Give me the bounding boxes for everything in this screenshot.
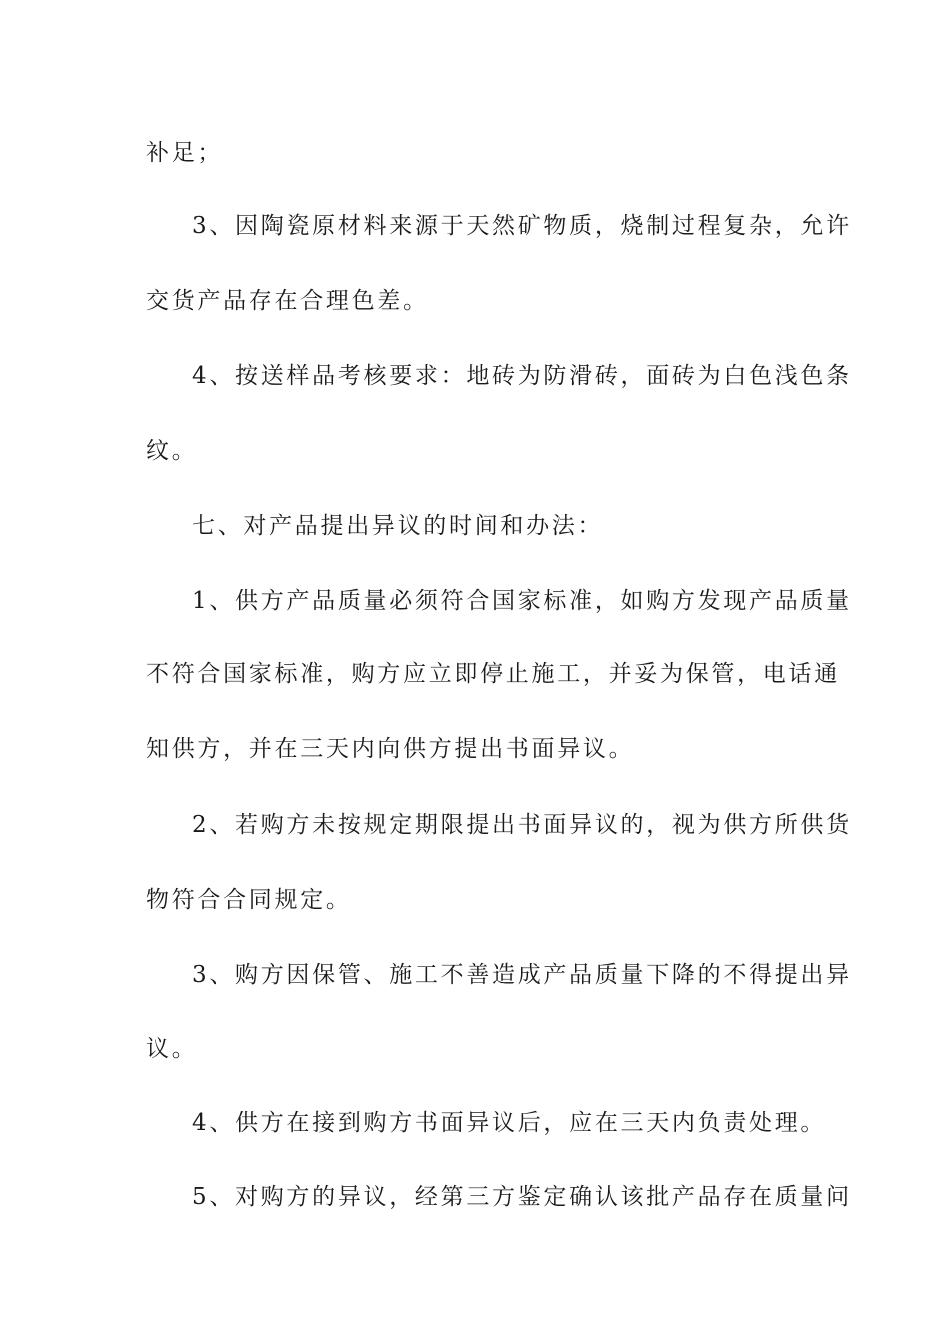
- text-line: 不符合国家标准，购方应立即停止施工，并妥为保管，电话通: [146, 661, 840, 687]
- text-line: 4、供方在接到购方书面异议后，应在三天内负责处理。: [192, 1110, 827, 1136]
- text-line: 物符合合同规定。: [146, 887, 352, 913]
- text-line: 纹。: [146, 438, 198, 464]
- text-line: 2、若购方未按规定期限提出书面异议的，视为供方所供货: [192, 812, 852, 838]
- text-line: 知供方，并在三天内向供方提出书面异议。: [146, 736, 635, 762]
- text-line: 1、供方产品质量必须符合国家标准，如购方发现产品质量: [192, 588, 852, 614]
- text-line: 3、购方因保管、施工不善造成产品质量下降的不得提出异: [192, 962, 852, 988]
- section-heading: 七、对产品提出异议的时间和办法：: [192, 513, 604, 539]
- text-line: 5、对购方的异议，经第三方鉴定确认该批产品存在质量问: [192, 1184, 852, 1210]
- text-line: 4、按送样品考核要求：地砖为防滑砖，面砖为白色浅色条: [192, 363, 852, 389]
- text-line: 3、因陶瓷原材料来源于天然矿物质，烧制过程复杂，允许: [192, 213, 852, 239]
- text-line: 交货产品存在合理色差。: [146, 288, 429, 314]
- text-line: 补足；: [146, 140, 224, 166]
- text-line: 议。: [146, 1036, 198, 1062]
